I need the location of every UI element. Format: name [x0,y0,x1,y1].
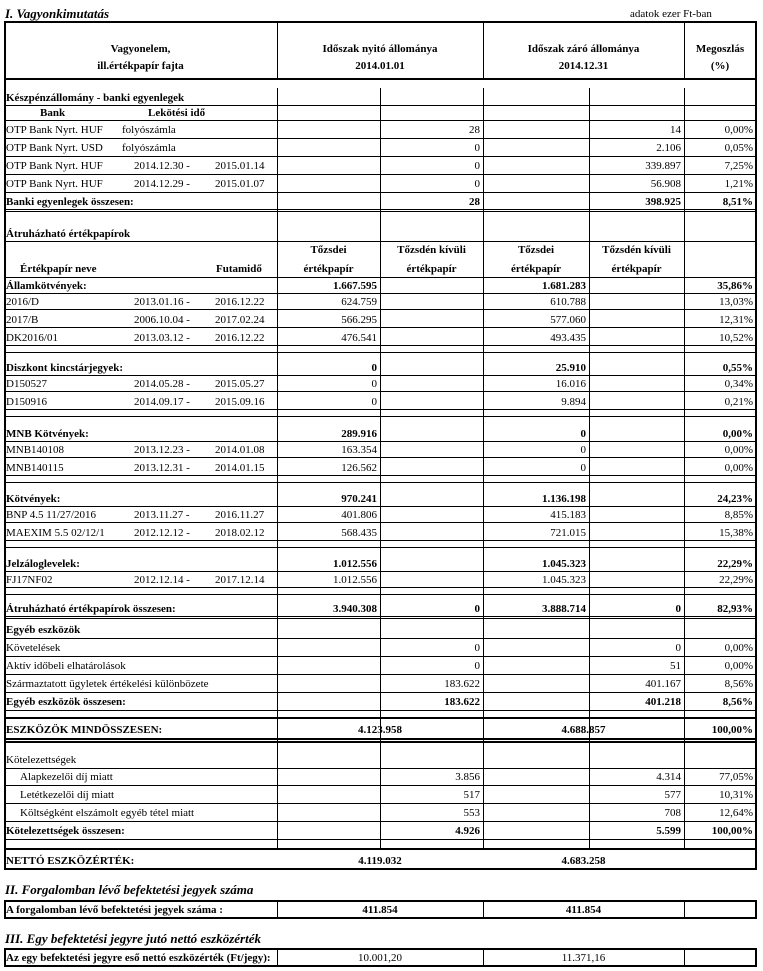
rule [4,21,756,23]
rule [4,594,756,595]
rule [4,848,6,870]
rule [755,948,757,967]
col-subheader: értékpapír [510,263,562,275]
rule [4,345,756,346]
term-end: 2015.01.07 [215,178,265,190]
rule [4,616,756,617]
group-open: 970.241 [341,493,377,505]
nav-per-unit-open: 10.001,20 [358,952,402,964]
asset-open: 183.622 [444,678,480,690]
rule [4,416,756,417]
net-asset-label: NETTÓ ESZKÖZÉRTÉK: [6,855,135,867]
share-value: 1,21% [724,178,753,190]
col-subheader: Tőzsdén kívüli [397,244,466,256]
rule [4,241,756,242]
total-share: 100,00% [711,825,753,837]
maturity-end: 2017.12.14 [215,574,265,586]
bank-name: OTP Bank Nyrt. USD [6,142,103,154]
term-start: 2014.12.29 - [134,178,190,190]
section-heading: Egyéb eszközök [6,624,81,636]
section-heading: Kötelezettségek [6,754,77,766]
rule [755,21,757,858]
grand-total-label: ESZKÖZÖK MINDÖSSZESEN: [6,724,163,736]
maturity-end: 2016.12.22 [215,296,265,308]
bank-name: OTP Bank Nyrt. HUF [6,124,103,136]
asset-share: 0,00% [724,660,753,672]
rule [4,138,756,139]
share-value: 7,25% [724,160,753,172]
rule [4,457,756,458]
rule [4,547,756,548]
security-share: 10,52% [719,332,753,344]
security-open: 1.012.556 [333,574,377,586]
maturity-end: 2015.09.16 [215,396,265,408]
rule [4,717,756,719]
liability-label: Alapkezelői díj miatt [20,771,113,783]
security-open: 0 [371,378,377,390]
security-close: 577.060 [550,314,586,326]
col-subheader: Bank [40,107,66,119]
rule [4,768,756,769]
group-label: Jelzáloglevelek: [6,558,80,570]
col-subheader: értékpapír [303,263,354,275]
rule [4,327,756,328]
col-subheader: Futamidő [216,263,262,275]
rule [4,174,756,175]
maturity-end: 2014.01.15 [215,462,265,474]
liability-label: Költségként elszámolt egyéb tétel miatt [20,807,195,819]
security-name: MNB140115 [6,462,64,474]
asset-label: Származtatott ügyletek értékelési különbözete [6,678,209,690]
open-value: 28 [469,124,480,136]
grand-total-close: 4.688.857 [561,724,606,736]
total-open: 4.926 [455,825,480,837]
security-open: 163.354 [341,444,377,456]
security-name: FJ17NF02 [6,574,53,586]
group-label: Diszkont kincstárjegyek: [6,362,124,374]
asset-label: Követelések [6,642,61,654]
section-heading: Készpénzállomány - banki egyenlegek [6,92,185,104]
asset-share: 0,00% [724,642,753,654]
maturity-start: 2014.05.28 - [134,378,190,390]
col-subheader: Tőzsdei [517,244,555,256]
liability-share: 12,64% [719,807,753,819]
security-open: 0 [371,396,377,408]
total-label: Átruházható értékpapírok összesen: [6,603,176,615]
bank-account-type: folyószámla [122,142,176,154]
total-close: 3.888.714 [542,603,586,615]
rule [4,656,756,657]
rule [4,522,756,523]
col-subheader: Lekötési idő [148,107,206,119]
col-subheader: értékpapír [406,263,457,275]
units-label: A forgalomban lévő befektetési jegyek száma : [6,904,223,916]
col-header: (%) [710,60,730,72]
rule [4,156,756,157]
rule [4,848,756,850]
group-close: 0 [580,428,586,440]
col-header: Időszak nyitó állománya [322,43,438,55]
liability-share: 10,31% [719,789,753,801]
grand-total-share: 100,00% [711,724,753,736]
maturity-start: 2006.10.04 - [134,314,190,326]
section-heading: Átruházható értékpapírok [6,228,131,240]
total-close: 398.925 [645,196,681,208]
security-open: 126.562 [341,462,377,474]
group-label: Államkötvények: [6,280,87,292]
rule [4,618,756,619]
group-close: 1.681.283 [542,280,586,292]
security-share: 0,00% [724,444,753,456]
col-header: Vagyonelem, [110,43,171,55]
rule [4,917,756,919]
rule [4,506,756,507]
rule [4,375,756,376]
total-open: 3.940.308 [333,603,377,615]
nav-per-unit-close: 11.371,16 [561,952,606,964]
group-open: 1.012.556 [333,558,377,570]
group-open: 289.916 [341,428,377,440]
maturity-end: 2014.01.08 [215,444,265,456]
security-close: 9.894 [561,396,586,408]
asset-open: 0 [474,642,480,654]
bank-account-type: folyószámla [122,124,176,136]
liability-open: 3.856 [455,771,480,783]
rule [4,839,756,840]
security-close: 415.183 [550,509,586,521]
maturity-start: 2014.09.17 - [134,396,190,408]
rule [4,482,756,483]
share-value: 0,00% [724,124,753,136]
group-close: 1.045.323 [542,558,586,570]
rule [4,475,756,476]
rule [755,848,757,870]
rule [4,293,756,294]
security-open: 568.435 [341,527,377,539]
rule [4,309,756,310]
rule [4,540,756,541]
security-name: 2017/B [6,314,39,326]
col-header: Megoszlás [695,43,745,55]
rule [4,211,756,212]
security-name: D150527 [6,378,47,390]
close-value: 2.106 [656,142,681,154]
rule [4,674,756,675]
maturity-start: 2013.12.23 - [134,444,190,456]
group-close: 25.910 [555,362,586,374]
group-share: 24,23% [717,493,753,505]
security-name: MAEXIM 5.5 02/12/1 [6,527,105,539]
term-end: 2015.01.14 [215,160,265,172]
rule [4,785,756,786]
maturity-start: 2012.12.14 - [134,574,190,586]
rule [4,441,756,442]
rule [4,391,756,392]
security-share: 22,29% [719,574,753,586]
open-value: 0 [474,178,480,190]
maturity-start: 2012.12.12 - [134,527,190,539]
rule [4,277,756,278]
rule [4,209,756,210]
maturity-start: 2013.01.16 - [134,296,190,308]
rule [4,710,756,711]
liability-open: 517 [463,789,480,801]
net-asset-close: 4.683.258 [561,855,606,867]
maturity-end: 2015.05.27 [215,378,265,390]
section-3-title: III. Egy befektetési jegyre jutó nettó eszközérték [5,931,261,946]
total-open: 183.622 [444,696,480,708]
maturity-start: 2013.03.12 - [134,332,190,344]
col-header: Időszak záró állománya [527,43,640,55]
rule [4,692,756,693]
rule [4,78,756,80]
section-2-title: II. Forgalomban lévő befektetési jegyek száma [5,882,254,897]
asset-share: 8,56% [724,678,753,690]
security-name: BNP 4.5 11/27/2016 [6,509,96,521]
open-value: 0 [474,160,480,172]
close-value: 14 [670,124,681,136]
total-open: 28 [469,196,480,208]
col-subheader: Tőzsdei [310,244,347,256]
rule [4,571,756,572]
total-share: 8,51% [722,196,753,208]
group-label: Kötvények: [6,493,61,505]
security-open: 401.806 [341,509,377,521]
security-open: 624.759 [341,296,377,308]
liability-open: 553 [463,807,480,819]
col-header: 2014.01.01 [355,60,405,72]
total-share: 82,93% [717,603,753,615]
rule [4,587,756,588]
security-close: 0 [580,462,586,474]
maturity-end: 2017.02.24 [215,314,265,326]
rule [755,900,757,919]
col-subheader: Tőzsdén kívüli [602,244,671,256]
security-name: 2016/D [6,296,39,308]
security-share: 0,34% [724,378,753,390]
rule [4,738,756,740]
security-close: 16.016 [555,378,586,390]
total-label: Kötelezettségek összesen: [6,825,125,837]
security-close: 1.045.323 [542,574,586,586]
open-value: 0 [474,142,480,154]
security-share: 0,21% [724,396,753,408]
group-share: 35,86% [717,280,753,292]
security-open: 566.295 [341,314,377,326]
total-close: 5.599 [656,825,681,837]
asset-label: Aktív időbeli elhatárolások [6,660,126,672]
security-name: MNB140108 [6,444,65,456]
liability-close: 708 [664,807,681,819]
close-value: 56.908 [650,178,681,190]
security-name: D150916 [6,396,47,408]
security-close: 0 [580,444,586,456]
maturity-start: 2013.12.31 - [134,462,190,474]
grand-total-open: 4.123.958 [358,724,402,736]
rule [4,900,756,902]
bank-name: OTP Bank Nyrt. HUF [6,160,103,172]
col-subheader: Értékpapír neve [20,263,97,275]
asset-close: 51 [670,660,681,672]
maturity-end: 2016.12.22 [215,332,265,344]
col-subheader: értékpapír [611,263,662,275]
security-share: 12,31% [719,314,753,326]
total-share: 8,56% [722,696,753,708]
unit-note: adatok ezer Ft-ban [630,8,712,20]
total-open-otc: 0 [474,603,480,615]
section-1-title: I. Vagyonkimutatás [5,6,110,21]
rule [4,352,756,353]
group-open: 0 [371,362,377,374]
rule [4,120,756,121]
security-share: 15,38% [719,527,753,539]
liability-share: 77,05% [719,771,753,783]
total-close: 401.218 [645,696,681,708]
term-start: 2014.12.30 - [134,160,190,172]
rule [4,965,756,967]
units-close: 411.854 [565,904,602,916]
group-label: MNB Kötvények: [6,428,89,440]
rule [4,803,756,804]
group-open: 1.667.595 [333,280,377,292]
group-share: 0,00% [722,428,753,440]
units-open: 411.854 [362,904,398,916]
rule [4,409,756,410]
col-header: ill.értékpapír fajta [97,60,184,72]
rule [4,741,756,743]
asset-close: 401.167 [645,678,681,690]
asset-close: 0 [675,642,681,654]
security-share: 13,03% [719,296,753,308]
security-open: 476.541 [341,332,377,344]
close-value: 339.897 [645,160,681,172]
maturity-start: 2013.11.27 - [134,509,190,521]
asset-open: 0 [474,660,480,672]
rule [4,105,756,106]
rule [4,192,756,193]
security-share: 8,85% [724,509,753,521]
security-share: 0,00% [724,462,753,474]
rule [4,948,756,950]
group-share: 0,55% [722,362,753,374]
security-close: 493.435 [550,332,586,344]
share-value: 0,05% [724,142,753,154]
security-close: 721.015 [550,527,586,539]
bank-name: OTP Bank Nyrt. HUF [6,178,103,190]
col-header: 2014.12.31 [558,60,609,72]
maturity-end: 2016.11.27 [215,509,265,521]
total-label: Banki egyenlegek összesen: [6,196,134,208]
rule [4,868,756,870]
rule [4,821,756,822]
group-close: 1.136.198 [542,493,586,505]
net-asset-open: 4.119.032 [358,855,402,867]
total-label: Egyéb eszközök összesen: [6,696,126,708]
liability-label: Letétkezelői díj miatt [20,789,115,801]
security-close: 610.788 [550,296,586,308]
liability-close: 577 [664,789,681,801]
group-share: 22,29% [717,558,753,570]
nav-per-unit-label: Az egy befektetési jegyre eső nettó eszközérték (Ft/jegy): [6,952,271,964]
rule [4,638,756,639]
security-name: DK2016/01 [6,332,58,344]
liability-close: 4.314 [656,771,681,783]
total-close-otc: 0 [675,603,681,615]
maturity-end: 2018.02.12 [215,527,265,539]
